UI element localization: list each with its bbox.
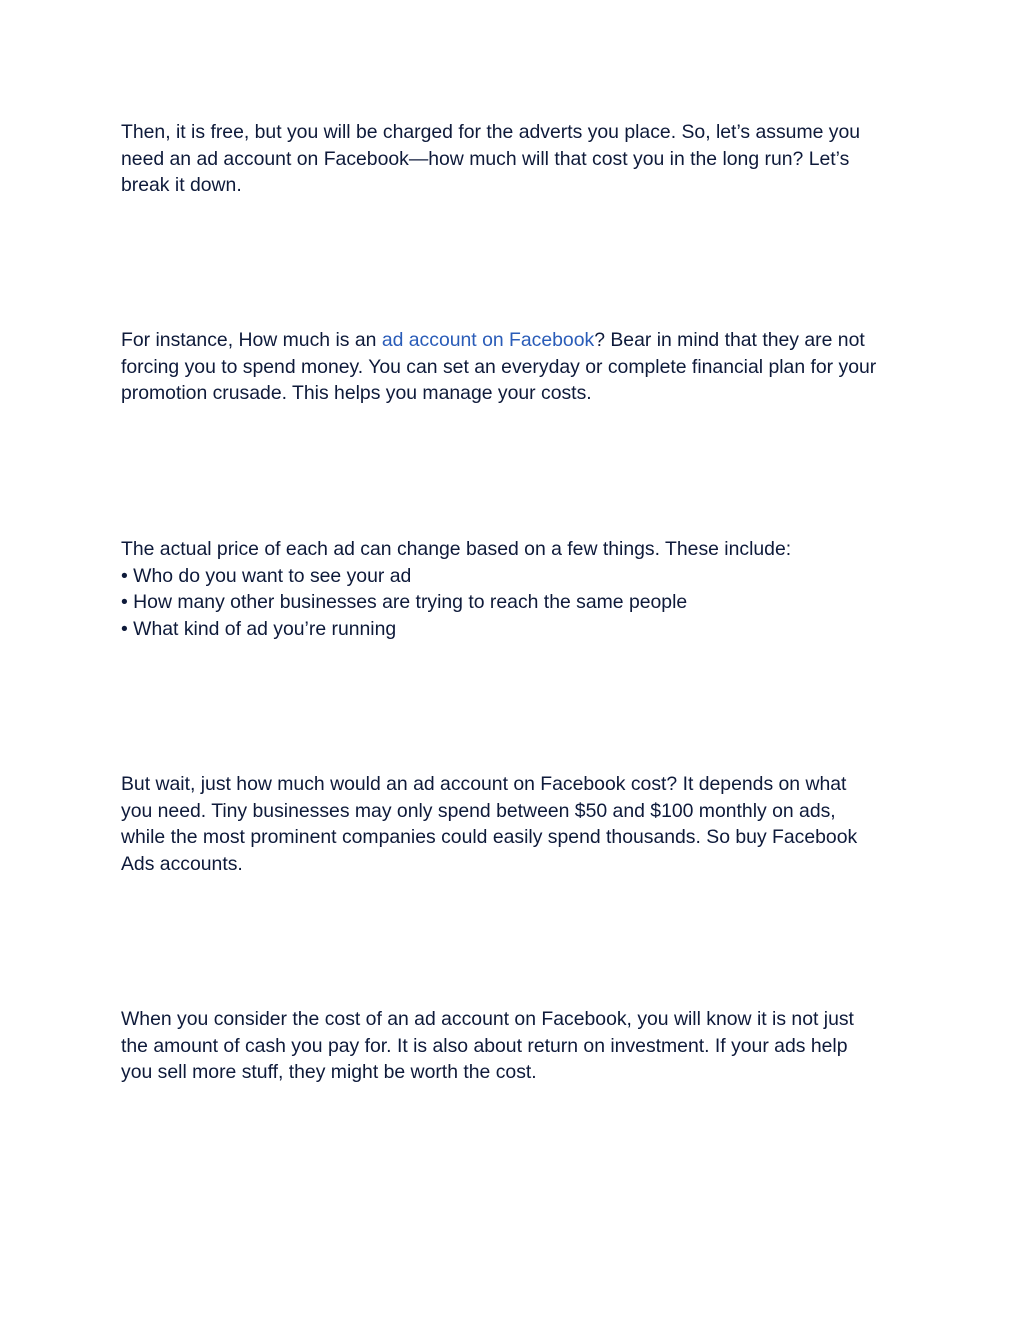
ad-account-facebook-link[interactable]: ad account on Facebook (381, 329, 595, 351)
paragraph-line: But wait, just how much would an ad account on Facebook cost? It depends on what (121, 773, 847, 795)
paragraph-line: The actual price of each ad can change based on a few things. These include: (121, 538, 792, 560)
paragraph-free-but-charged (121, 119, 911, 199)
line-text-after-link: ? Bear in mind that they are not (594, 329, 865, 351)
bullet-item: • How many other businesses are trying to reach the same people (121, 591, 688, 614)
paragraph-line: When you consider the cost of an ad account on Facebook, you will know it is not just (121, 1008, 854, 1030)
paragraph-cost-depends (121, 771, 911, 877)
paragraph-line (121, 327, 911, 354)
paragraph-line: you sell more stuff, they might be worth the cost. (121, 1061, 537, 1084)
bullet-item: • Who do you want to see your ad (121, 564, 412, 587)
paragraph-line: while the most prominent companies could easily spend thousands. So buy Facebook (121, 826, 858, 849)
paragraph-how-much-ad-account (121, 327, 911, 407)
paragraph-line: break it down. (121, 174, 242, 197)
paragraph-line: you need. Tiny businesses may only spend between $50 and $100 monthly on ads, (121, 799, 836, 822)
paragraph-price-factors (121, 536, 911, 642)
bullet-item: • What kind of ad you’re running (121, 617, 397, 640)
paragraph-line: the amount of cash you pay for. It is also about return on investment. If your ads help (121, 1034, 848, 1057)
paragraph-line: Ads accounts. (121, 852, 243, 875)
line-text-before-link: For instance, How much is an (121, 329, 382, 351)
paragraph-line: promotion crusade. This helps you manage your costs. (121, 382, 592, 405)
paragraph-line: forcing you to spend money. You can set an everyday or complete financial plan for your (121, 355, 877, 378)
paragraph-line: Then, it is free, but you will be charged for the adverts you place. So, let’s assume you (121, 121, 861, 143)
paragraph-line: need an ad account on Facebook—how much will that cost you in the long run? Let’s (121, 147, 850, 170)
paragraph-return-on-investment (121, 1006, 911, 1086)
